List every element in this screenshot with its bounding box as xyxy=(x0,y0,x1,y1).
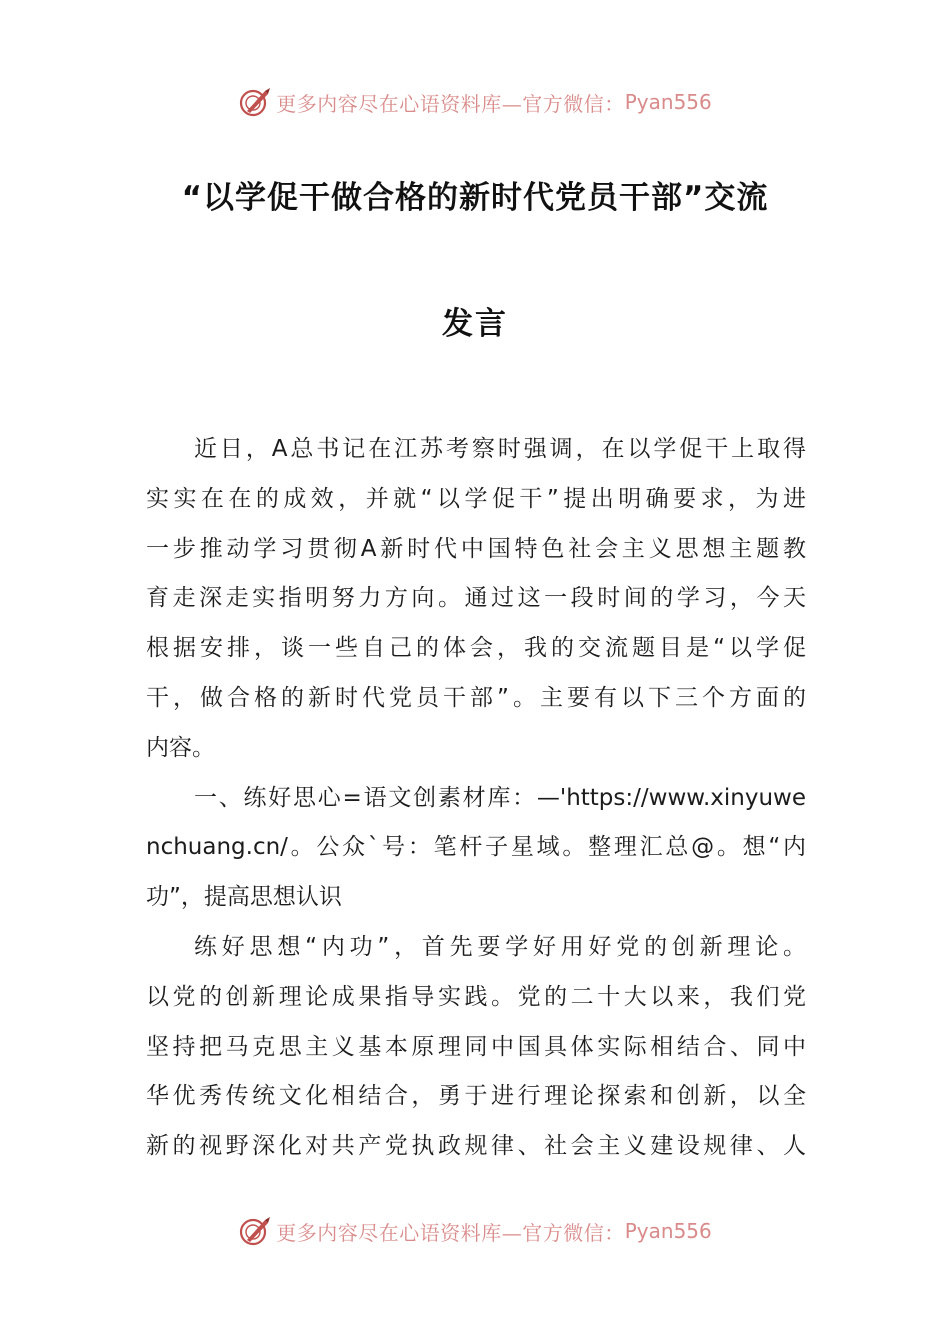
body-line: 功”，提高思想认识 xyxy=(146,884,342,911)
body-line: 实实在在的成效，并就“以学促干”提出明确要求，为进 xyxy=(146,485,806,512)
body-line: 以党的创新理论成果指导实践。党的二十大以来，我们党 xyxy=(146,983,806,1010)
body-line: 干，做合格的新时代党员干部”。主要有以下三个方面的 xyxy=(146,684,806,711)
body-line: nchuang.cn/。公众`号：笔杆子星域。整理汇总@。想“内 xyxy=(146,834,806,861)
body-line: 近日，A总书记在江苏考察时强调，在以学促干上取得 xyxy=(194,436,806,462)
body-line: 坚持把马克思主义基本原理同中国具体实际相结合、同中 xyxy=(146,1033,806,1060)
quill-pen-logo-icon xyxy=(238,1214,272,1248)
body-line: 育走深走实指明努力方向。通过这一段时间的学习，今天 xyxy=(146,585,806,612)
document-body xyxy=(146,425,806,1172)
body-line: 内容。 xyxy=(146,734,215,761)
watermark-text: 更多内容尽在心语资料库—官方微信： xyxy=(276,91,625,116)
document-title-line-1: “以学促干做合格的新时代党员干部”交流 xyxy=(181,180,769,216)
body-line: 练好思想“内功”，首先要学好用好党的创新理论。 xyxy=(194,933,806,960)
watermark-banner-top xyxy=(0,82,950,122)
body-line: 根据安排，谈一些自己的体会，我的交流题目是“以学促 xyxy=(146,635,806,662)
body-line: 一、练好思心=语文创素材库：—'https://www.xinyuwe xyxy=(194,784,806,811)
watermark-handle: Pyan556 xyxy=(624,90,712,114)
watermark-text: 更多内容尽在心语资料库—官方微信： xyxy=(276,1220,625,1245)
document-title-line-2: 发言 xyxy=(442,306,508,342)
body-line: 新的视野深化对共产党执政规律、社会主义建设规律、人 xyxy=(146,1133,806,1160)
watermark-handle: Pyan556 xyxy=(624,1219,712,1243)
body-line: 一步推动学习贯彻A新时代中国特色社会主义思想主题教 xyxy=(146,535,806,562)
quill-pen-logo-icon xyxy=(238,85,272,119)
watermark-banner-bottom xyxy=(0,1211,950,1251)
body-line: 华优秀传统文化相结合，勇于进行理论探索和创新，以全 xyxy=(146,1083,806,1110)
